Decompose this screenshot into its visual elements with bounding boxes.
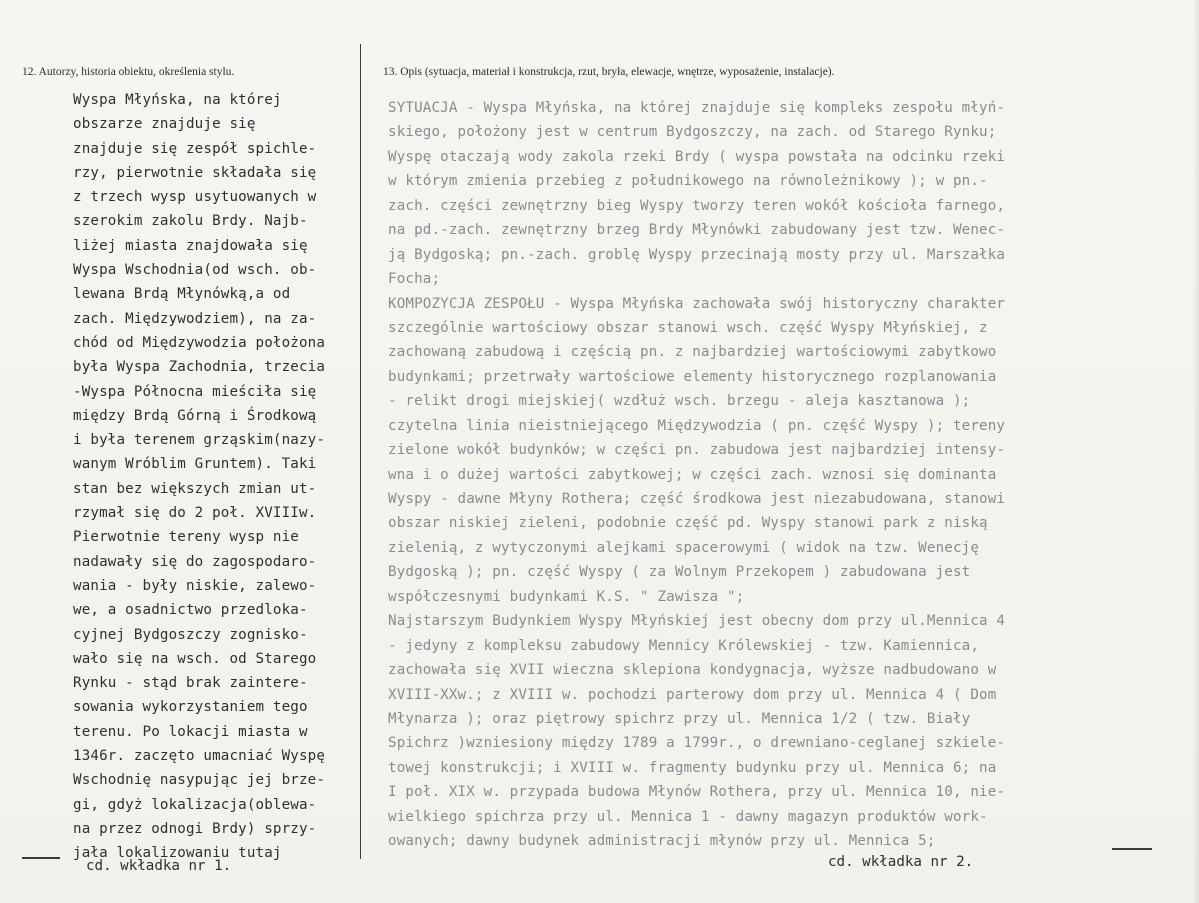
text-line: współczesnymi budynkami K.S. " Zawisza "; [388, 588, 745, 605]
text-line: - jedyny z kompleksu zabudowy Mennicy Królewskiej - tzw. Kamiennica, [388, 637, 980, 654]
text-line: Spichrz )wzniesiony między 1789 a 1799r., o drewniano-ceglanej szkiele- [388, 735, 1006, 752]
text-line: Focha; [388, 271, 441, 288]
text-line: obszarze znajduje się [73, 116, 256, 133]
text-line: między Brdą Górną i Środkową [73, 407, 317, 424]
text-line: XVIII-XXw.; z XVIII w. pochodzi parterowy dom przy ul. Mennica 4 ( Dom [388, 686, 997, 703]
text-line: Wschodnię nasypując jej brze- [73, 772, 326, 789]
text-line: rzymał się do 2 poł. XVIIIw. [73, 505, 317, 522]
text-line: Młynarza ); oraz piętrowy spichrz przy ul. Mennica 1/2 ( tzw. Biały [388, 710, 971, 727]
text-line: na przez odnogi Brdy) sprzy- [73, 820, 317, 837]
history-text-column [73, 88, 358, 866]
text-line: czytelna linia nieistniejącego Międzywodzia ( pn. część Wyspy ); tereny [388, 417, 1006, 434]
page-edge-shadow [1193, 0, 1199, 903]
text-line: jała lokalizowaniu tutaj [73, 845, 282, 862]
text-line: Bydgoską ); pn. część Wyspy ( za Wolnym Przekopem ) zabudowana jest [388, 564, 971, 581]
text-line: wna i o dużej wartości zabytkowej; w części zach. wznosi się dominanta [388, 466, 997, 483]
text-line: liżej miasta znajdowała się [73, 237, 308, 254]
text-line: Wyspę otaczają wody zakola rzeki Brdy ( wyspa powstała na odcinku rzeki [388, 148, 1006, 165]
section-13-header: 13. Opis (sytuacja, materiał i konstrukcja, rzut, bryła, elewacje, wnętrze, wyposażenie, instalacje). [383, 66, 835, 78]
column-divider [360, 44, 361, 859]
text-line: sowania wykorzystaniem tego [73, 699, 308, 716]
left-continuation-note: cd. wkładka nr 1. [86, 858, 232, 874]
text-line: gi, gdyż lokalizacja(oblewa- [73, 796, 317, 813]
text-line: chód od Międzywodzia położona [73, 334, 326, 351]
text-line: Wyspa Wschodnia(od wsch. ob- [73, 262, 317, 279]
text-line: zachowała się XVII wieczna sklepiona kondygnacja, wyższe nadbudowano w [388, 662, 997, 679]
text-line: stan bez większych zmian ut- [73, 480, 317, 497]
section-12-header: 12. Autorzy, historia obiektu, określenia stylu. [22, 66, 235, 78]
right-continuation-note: cd. wkładka nr 2. [828, 854, 974, 870]
text-line: była Wyspa Zachodnia, trzecia [73, 359, 326, 376]
text-line: we, a osadnictwo przedloka- [73, 602, 308, 619]
text-line: budynkami; przetrwały wartościowe elementy historycznego rozplanowania [388, 368, 997, 385]
text-line: SYTUACJA - Wyspa Młyńska, na której znajduje się kompleks zespołu młyń- [388, 100, 1006, 116]
description-text-column [388, 96, 1178, 854]
text-line: z trzech wysp usytuowanych w [73, 189, 317, 206]
text-line: na pd.-zach. zewnętrzny brzeg Brdy Młynówki zabudowany jest tzw. Wenec- [388, 222, 1006, 239]
text-line: terenu. Po lokacji miasta w [73, 723, 308, 740]
text-line: zachowaną zabudową i częścią pn. z najbardziej wartościowymi zabytkowo [388, 344, 997, 361]
text-line: Rynku - stąd brak zaintere- [73, 675, 308, 692]
text-line: zach. Międzywodziem), na za- [73, 310, 317, 327]
text-line: skiego, położony jest w centrum Bydgoszczy, na zach. od Starego Rynku; [388, 124, 997, 141]
text-line: wało się na wsch. od Starego [73, 650, 317, 667]
text-line: ją Bydgoską; pn.-zach. groblę Wyspy przecinają mosty przy ul. Marszałka [388, 246, 1006, 263]
text-line: - relikt drogi miejskiej( wzdłuż wsch. brzegu - aleja kasztanowa ); [388, 393, 971, 410]
text-line: cyjnej Bydgoszczy zognisko- [73, 626, 308, 643]
text-line: owanych; dawny budynek administracji młynów przy ul. Mennica 5; [388, 833, 936, 850]
text-line: zielenią, z wytyczonymi alejkami spacerowymi ( widok na tzw. Wenecję [388, 539, 980, 556]
text-line: zach. części zewnętrzny bieg Wyspy tworzy teren wokół kościoła farnego, [388, 197, 1006, 214]
text-line: Wyspa Młyńska, na której [73, 92, 282, 108]
text-line: nadawały się do zagospodaro- [73, 553, 317, 570]
text-line: I poł. XIX w. przypada budowa Młynów Rothera, przy ul. Mennica 10, nie- [388, 784, 1006, 801]
left-footer-rule [22, 857, 60, 859]
text-line: -Wyspa Północna mieściła się [73, 383, 317, 400]
text-line: obszar niskiej zieleni, podobnie część pd. Wyspy stanowi park z niską [388, 515, 988, 532]
text-line: lewana Brdą Młynówką,a od [73, 286, 291, 303]
text-line: i była terenem grząskim(nazy- [73, 432, 326, 449]
text-line: KOMPOZYCJA ZESPOŁU - Wyspa Młyńska zachowała swój historyczny charakter [388, 295, 1006, 312]
text-line: zielone wokół budynków; w części pn. zabudowa jest najbardziej intensy- [388, 442, 1006, 459]
text-line: Pierwotnie tereny wysp nie [73, 529, 299, 546]
text-line: w którym zmienia przebieg z południkowego na równoleżnikowy ); w pn.- [388, 173, 988, 190]
text-line: szczególnie wartościowy obszar stanowi wsch. część Wyspy Młyńskiej, z [388, 319, 988, 336]
text-line: Najstarszym Budynkiem Wyspy Młyńskiej jest obecny dom przy ul.Mennica 4 [388, 613, 1006, 630]
text-line: Wyspy - dawne Młyny Rothera; część środkowa jest niezabudowana, stanowi [388, 491, 1006, 507]
text-line: wielkiego spichrza przy ul. Mennica 1 - dawny magazyn produktów work- [388, 808, 988, 825]
text-line: wanym Wróblim Gruntem). Taki [73, 456, 317, 473]
text-line: towej konstrukcji; i XVIII w. fragmenty budynku przy ul. Mennica 6; na [388, 759, 997, 776]
text-line: wania - były niskie, zalewo- [73, 577, 317, 594]
text-line: 1346r. zaczęto umacniać Wyspę [73, 748, 326, 765]
text-line: szerokim zakolu Brdy. Najb- [73, 213, 308, 230]
text-line: znajduje się zespół spichle- [73, 140, 317, 157]
text-line: rzy, pierwotnie składała się [73, 164, 317, 181]
